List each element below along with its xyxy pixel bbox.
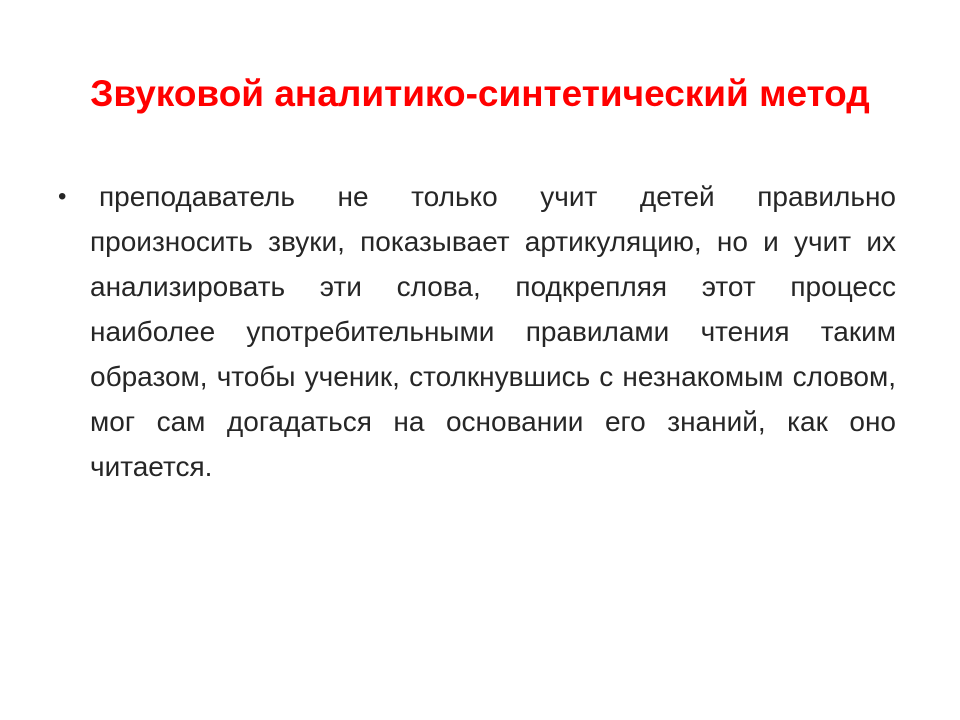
bullet-item <box>56 174 896 489</box>
slide-title: Звуковой аналитико-синтетический метод <box>90 73 870 114</box>
bullet-list <box>56 174 896 489</box>
bullet-text: преподаватель не только учит детей правильно произносить звуки, показывает артикуляцию, но и учит их анализировать эти слова, подкрепляя этот процесс наиболее употребительными правилами чтения таким образом, чтобы ученик, столкнувшись с незнакомым словом, мог сам догадаться на основании его знаний, как оно читается. <box>90 181 896 482</box>
bullet-marker: • <box>58 183 67 210</box>
